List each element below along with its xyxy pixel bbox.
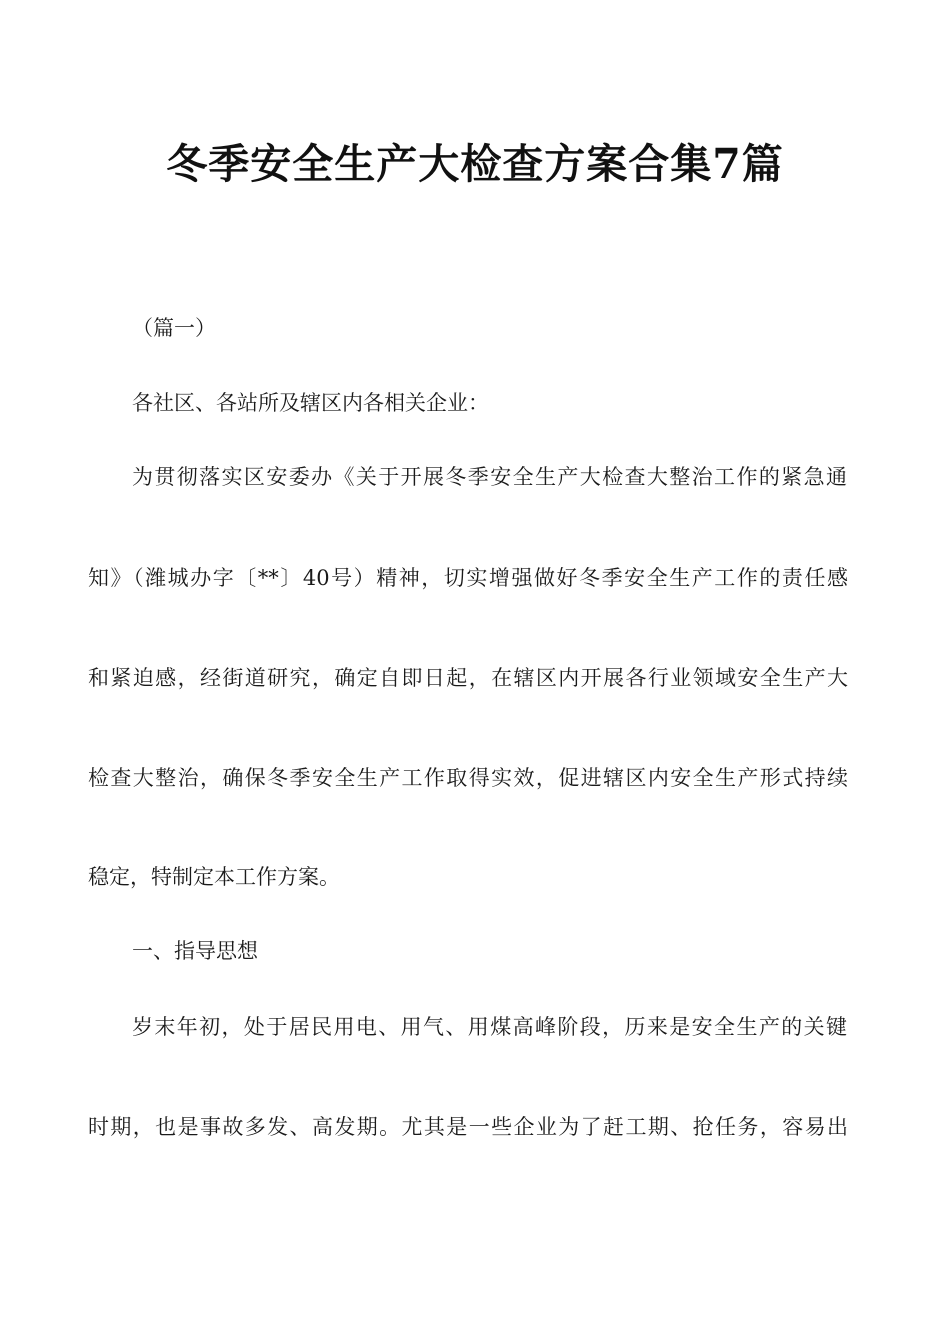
document-title: 冬季安全生产大检查方案合集7篇 xyxy=(166,140,784,188)
section-label: （篇一） xyxy=(132,316,216,340)
paragraph-line: 岁末年初，处于居民用电、用气、用煤高峰阶段，历来是安全生产的关键 xyxy=(132,1015,847,1039)
paragraph-line: 知》（潍城办字〔**〕40号）精神，切实增强做好冬季安全生产工作的责任感 xyxy=(88,566,848,590)
salutation: 各社区、各站所及辖区内各相关企业： xyxy=(132,391,489,415)
paragraph-line: 检查大整治，确保冬季安全生产工作取得实效，促进辖区内安全生产形式持续 xyxy=(88,766,848,790)
paragraph-line: 稳定，特制定本工作方案。 xyxy=(88,865,340,889)
paragraph-line: 时期，也是事故多发、高发期。尤其是一些企业为了赶工期、抢任务，容易出 xyxy=(88,1115,848,1139)
paragraph-line: 为贯彻落实区安委办《关于开展冬季安全生产大检查大整治工作的紧急通 xyxy=(132,465,847,489)
section-heading: 一、指导思想 xyxy=(132,939,258,963)
paragraph-line: 和紧迫感，经街道研究，确定自即日起，在辖区内开展各行业领域安全生产大 xyxy=(88,666,848,690)
